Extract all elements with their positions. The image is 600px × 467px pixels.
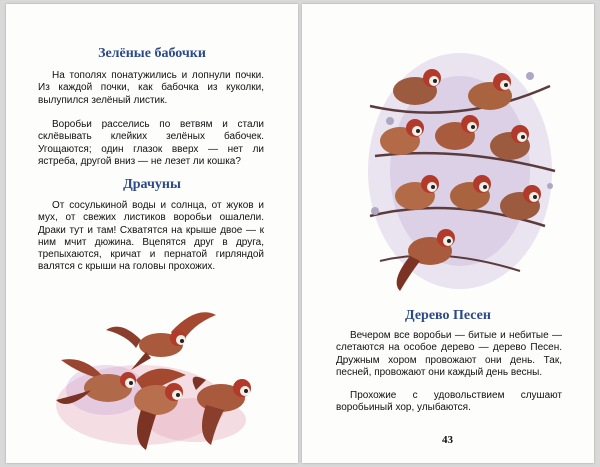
right-page bbox=[302, 4, 594, 463]
section-title-green-butterflies: Зелёные бабочки bbox=[98, 46, 206, 61]
paragraph: Воробьи расселись по ветвям и стали склёвывать клейких зелёных бабочек. Угощаются; один глазок вверх — нет ли ястреба, другой вниз — не лезет ли кошка? bbox=[38, 119, 264, 167]
paragraph: От сосулькиной воды и солнца, от жуков и мух, от свежих листиков воробьи ошалели. Драки тут и там! Схватятся на крыше двое — к ним мчит дюжина. Вцепятся друг в друга, трепыхаются, кричат и пернатой гирляндой валятся с крыши на головы прохожих. bbox=[38, 200, 264, 273]
book-spread bbox=[6, 4, 594, 463]
fighting-sparrows-illustration bbox=[46, 300, 276, 460]
paragraph: Прохожие с удовольствием слушают воробьиный хор, улыбаются. bbox=[336, 390, 562, 414]
sparrow-icon bbox=[106, 312, 216, 370]
page-number: 43 bbox=[442, 434, 453, 446]
sparrows-on-branches-illustration bbox=[360, 46, 560, 296]
section-title-tree-of-songs: Дерево Песен bbox=[405, 308, 491, 323]
paragraph: На тополях понатужились и лопнули почки. Из каждой почки, как бабочка из куколки, вылупился зелёный листик. bbox=[38, 70, 264, 106]
left-page bbox=[6, 4, 298, 463]
section-title-fighters: Драчуны bbox=[123, 177, 181, 192]
paragraph: Вечером все воробьи — битые и небитые — слетаются на особое дерево — дерево Песен. Дружным хором провожают они день. Так, песней, провожают они каждый день весны. bbox=[336, 330, 562, 378]
